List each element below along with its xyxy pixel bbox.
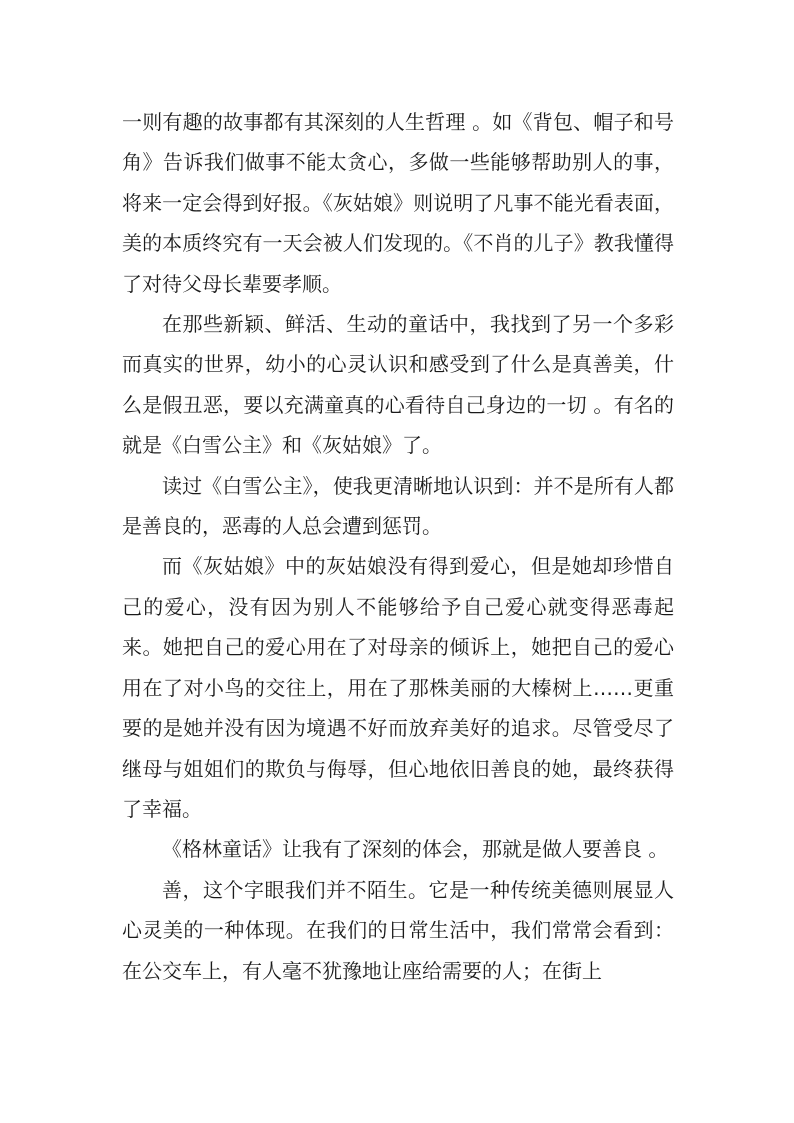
paragraph-3: 读过《白雪公主》，使我更清晰地认识到：并不是所有人都是善良的，恶毒的人总会遭到惩罚。 xyxy=(122,473,674,539)
paragraph-5: 《格林童话》让我有了深刻的体会，那就是做人要善良 。 xyxy=(162,837,669,862)
document-body xyxy=(122,102,674,991)
paragraph-6: 善，这个字眼我们并不陌生。它是一种传统美德则展显人心灵美的一种体现。在我们的日常生活中，我们常常会看到：在公交车上，有人毫不犹豫地让座给需要的人；在街上 xyxy=(122,877,674,983)
paragraph-1: 一则有趣的故事都有其深刻的人生哲理 。如《背包、帽子和号角》告诉我们做事不能太贪心，多做一些能够帮助别人的事，将来一定会得到好报。《灰姑娘》则说明了凡事不能光看表面，美的本质终究有一天会被人们发现的。《不肖的儿子》教我懂得了对待父母长辈要孝顺。 xyxy=(122,110,674,296)
paragraph-2: 在那些新颖、鲜活、生动的童话中，我找到了另一个多彩而真实的世界，幼小的心灵认识和感受到了什么是真善美，什么是假丑恶，要以充满童真的心看待自己身边的一切 。有名的就是《白雪公主》和《灰姑娘》了。 xyxy=(122,312,674,458)
paragraph-4: 而《灰姑娘》中的灰姑娘没有得到爱心，但是她却珍惜自己的爱心，没有因为别人不能够给予自己爱心就变得恶毒起来。她把自己的爱心用在了对母亲的倾诉上，她把自己的爱心用在了对小鸟的交往上，用在了那株美丽的大榛树上……更重要的是她并没有因为境遇不好而放弃美好的追求。尽管受尽了继母与姐姐们的欺负与侮辱，但心地依旧善良的她，最终获得了幸福。 xyxy=(122,554,674,821)
